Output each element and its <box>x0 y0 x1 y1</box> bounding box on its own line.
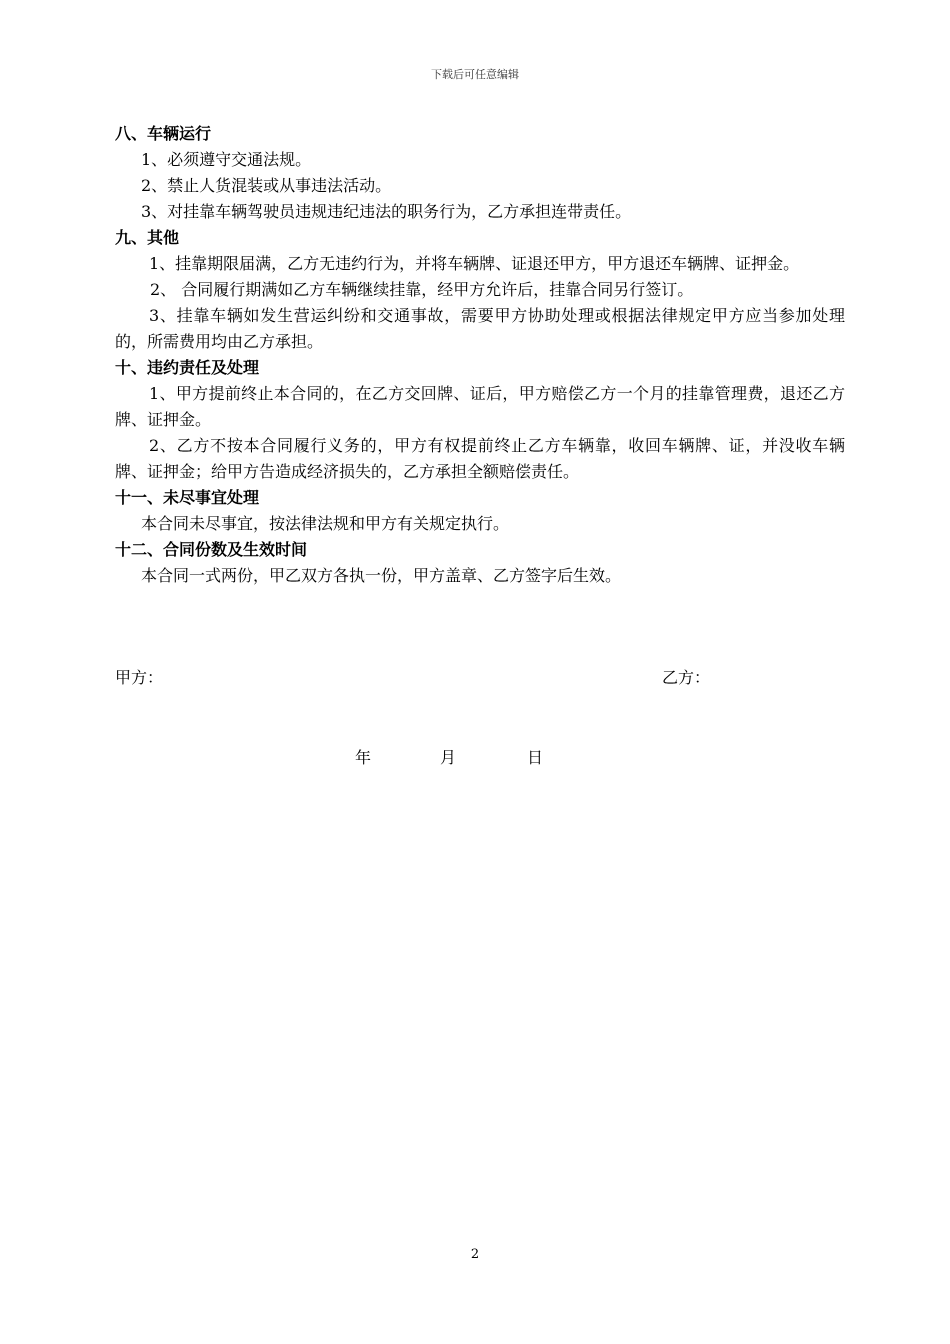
contract-body <box>115 121 845 589</box>
date-year: 年 <box>355 748 372 767</box>
section-10-title: 十、违约责任及处理 <box>115 358 260 377</box>
section-9-item-2: 2、 合同履行期满如乙方车辆继续挂靠，经甲方允许后，挂靠合同另行签订。 <box>150 280 694 299</box>
section-12-text: 本合同一式两份，甲乙双方各执一份，甲方盖章、乙方签字后生效。 <box>141 566 622 585</box>
page-number: 2 <box>470 1247 480 1262</box>
section-8-item-3: 3、对挂靠车辆驾驶员违规违纪违法的职务行为，乙方承担连带责任。 <box>141 202 632 221</box>
section-8-item-2: 2、禁止人货混装或从事违法活动。 <box>141 176 392 195</box>
party-b-label: 乙方： <box>662 668 711 687</box>
section-8-item-1: 1、必须遵守交通法规。 <box>141 150 312 169</box>
date-month: 月 <box>440 748 457 767</box>
section-10-item-2: 2、乙方不按本合同履行义务的，甲方有权提前终止乙方车辆靠，收回车辆牌、证，并没收车辆牌、证押金；给甲方告造成经济损失的，乙方承担全额赔偿责任。 <box>115 436 845 481</box>
section-11-title: 十一、未尽事宜处理 <box>115 488 260 507</box>
section-8-title: 八、车辆运行 <box>115 124 212 143</box>
section-9-item-3: 3、挂靠车辆如发生营运纠纷和交通事故，需要甲方协助处理或根据法律规定甲方应当参加处理的，所需费用均由乙方承担。 <box>115 306 845 351</box>
page-header: 下载后可任意编辑 <box>431 68 519 81</box>
date-day: 日 <box>527 748 544 767</box>
section-9-title: 九、其他 <box>115 228 180 247</box>
party-a-label: 甲方： <box>115 668 164 687</box>
section-9-item-1: 1、挂靠期限届满，乙方无违约行为，并将车辆牌、证退还甲方，甲方退还车辆牌、证押金。 <box>149 254 800 273</box>
section-11-text: 本合同未尽事宜，按法律法规和甲方有关规定执行。 <box>141 514 510 533</box>
section-10-item-1: 1、甲方提前终止本合同的，在乙方交回牌、证后，甲方赔偿乙方一个月的挂靠管理费，退还乙方牌、证押金。 <box>115 384 845 429</box>
section-12-title: 十二、合同份数及生效时间 <box>115 540 308 559</box>
